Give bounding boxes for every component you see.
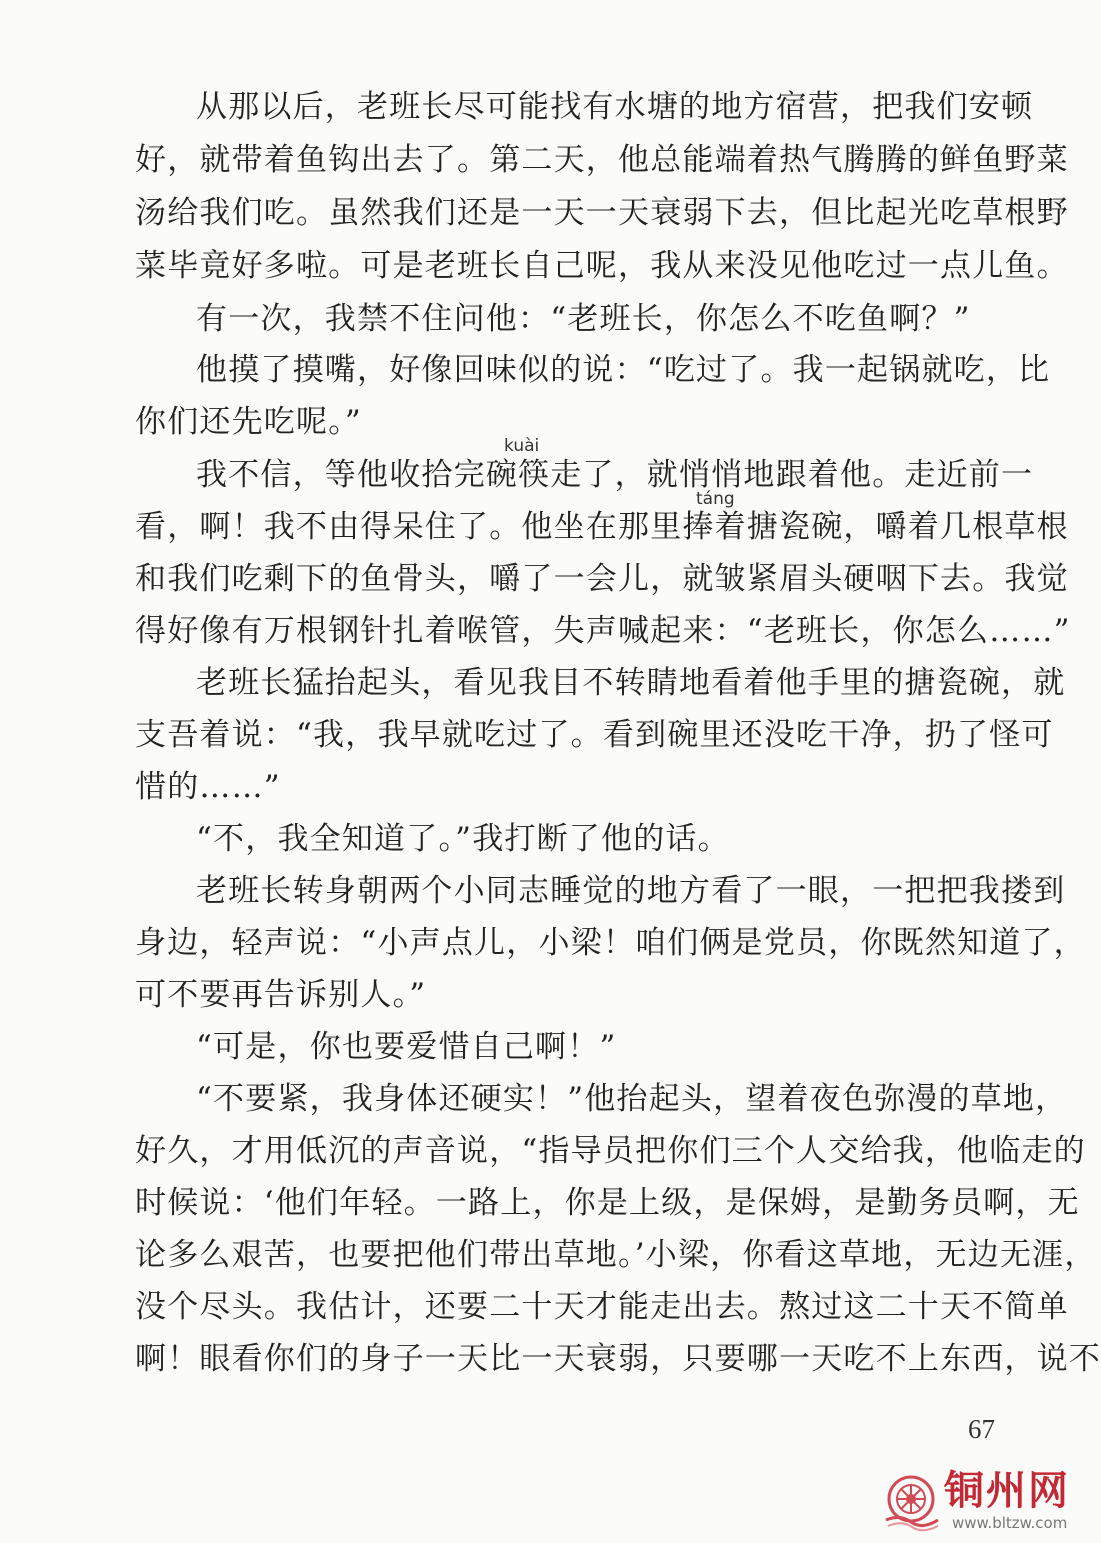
pinyin-annotation: táng bbox=[696, 489, 735, 509]
text-line: “不，我全知道了。”我打断了他的话。 bbox=[196, 821, 730, 857]
text-line: 他摸了摸嘴，好像回味似的说：“吃过了。我一起锅就吃，比 bbox=[196, 352, 1051, 388]
site-url: www.bltzw.com bbox=[952, 1514, 1068, 1532]
text-line: 惜的……” bbox=[135, 769, 281, 805]
text-line: “可是，你也要爱惜自己啊！” bbox=[196, 1029, 617, 1065]
text-line: 看，啊！我不由得呆住了。他坐在那里捧着搪瓷碗，嚼着几根草根 bbox=[135, 509, 1069, 545]
text-line: “不要紧，我身体还硬实！”他抬起头，望着夜色弥漫的草地， bbox=[196, 1081, 1068, 1117]
text-line: 菜毕竟好多啦。可是老班长自己呢，我从来没见他吃过一点儿鱼。 bbox=[135, 248, 1069, 284]
text-line: 从那以后，老班长尽可能找有水塘的地方宿营，把我们安顿 bbox=[196, 89, 1034, 125]
text-line: 我不信，等他收拾完碗筷走了，就悄悄地跟着他。走近前一 bbox=[196, 457, 1034, 493]
text-line: 没个尽头。我估计，还要二十天才能走出去。熬过这二十天不简单 bbox=[135, 1289, 1069, 1325]
text-line: 啊！眼看你们的身子一天比一天衰弱，只要哪一天吃不上东西，说不 bbox=[135, 1341, 1101, 1377]
text-line: 可不要再告诉别人。” bbox=[135, 977, 427, 1013]
site-logo-icon bbox=[882, 1472, 940, 1530]
text-line: 身边，轻声说：“小声点儿，小梁！咱们俩是党员，你既然知道了， bbox=[135, 925, 1086, 961]
text-line: 老班长猛抬起头，看见我目不转睛地看着他手里的搪瓷碗，就 bbox=[196, 665, 1066, 701]
site-name: 铜州网 bbox=[944, 1468, 1070, 1514]
site-watermark bbox=[872, 1466, 1072, 1536]
text-line: 好，就带着鱼钩出去了。第二天，他总能端着热气腾腾的鲜鱼野菜 bbox=[135, 142, 1069, 178]
text-line: 老班长转身朝两个小同志睡觉的地方看了一眼，一把把我搂到 bbox=[196, 873, 1066, 909]
text-line: 有一次，我禁不住问他：“老班长，你怎么不吃鱼啊？” bbox=[196, 301, 971, 337]
text-line: 时候说：‘他们年轻。一路上，你是上级，是保姆，是勤务员啊，无 bbox=[135, 1185, 1080, 1221]
text-line: 汤给我们吃。虽然我们还是一天一天衰弱下去，但比起光吃草根野 bbox=[135, 195, 1069, 231]
text-line: 好久，才用低沉的声音说，“指导员把你们三个人交给我，他临走的 bbox=[135, 1133, 1086, 1169]
text-line: 得好像有万根钢针扎着喉管，失声喊起来：“老班长，你怎么……” bbox=[135, 613, 1071, 649]
page-number: 67 bbox=[968, 1414, 995, 1444]
pinyin-annotation: kuài bbox=[504, 436, 540, 456]
text-line: 论多么艰苦，也要把他们带出草地。’小梁，你看这草地，无边无涯， bbox=[135, 1237, 1097, 1273]
text-line: 和我们吃剩下的鱼骨头，嚼了一会儿，就皱紧眉头硬咽下去。我觉 bbox=[135, 561, 1069, 597]
text-line: 你们还先吃呢。” bbox=[135, 404, 362, 440]
text-line: 支吾着说：“我，我早就吃过了。看到碗里还没吃干净，扔了怪可 bbox=[135, 717, 1054, 753]
